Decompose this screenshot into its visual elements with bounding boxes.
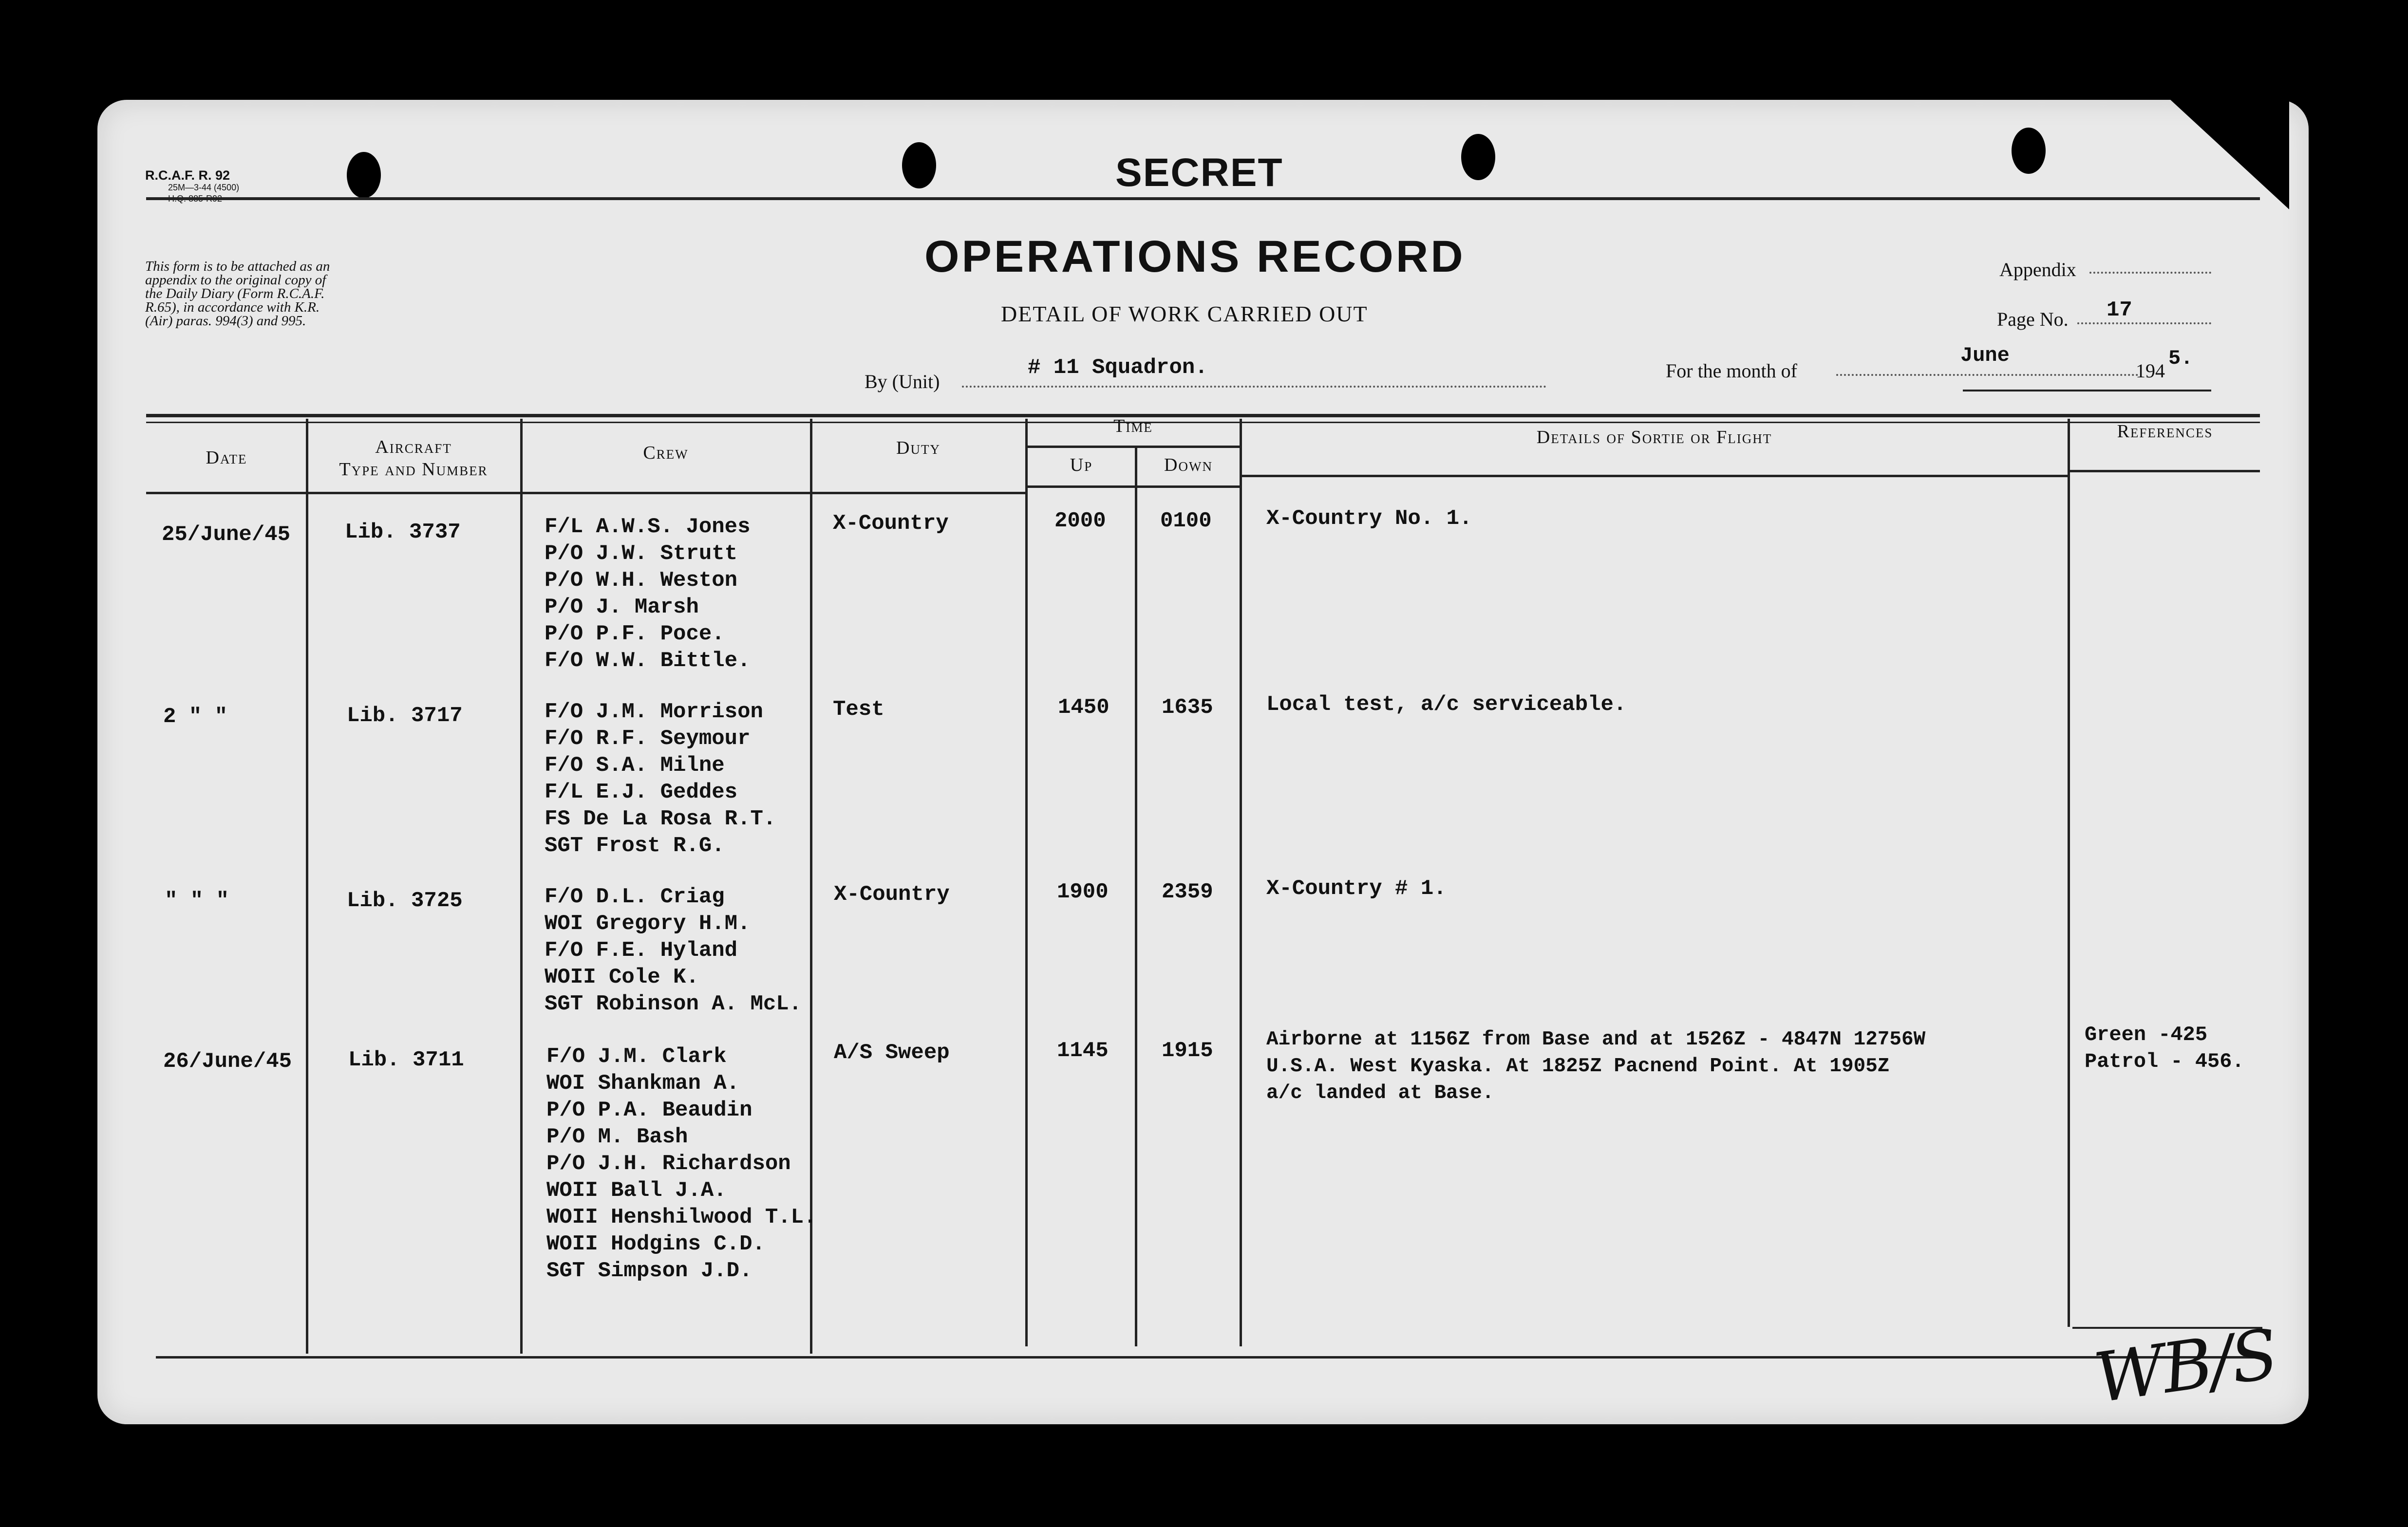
- row-details: Airborne at 1156Z from Base and at 1526Z - 4847N 12756W U.S.A. West Kyaska. At 1825Z Pacnend Point. At 1905Z a/c landed at Base.: [1266, 1028, 1926, 1104]
- unit-label: By (Unit): [865, 371, 940, 392]
- row-time-down: 1635: [1162, 695, 1213, 720]
- row-details: X-Country No. 1.: [1266, 506, 1472, 531]
- appendix-label: Appendix: [1999, 259, 2076, 280]
- page-value: 17: [2107, 298, 2132, 322]
- page-title: OPERATIONS RECORD: [924, 232, 1466, 281]
- header-bottom-rule: [2068, 470, 2260, 472]
- time-header-rule: [1025, 446, 1240, 448]
- row-aircraft: Lib. 3711: [348, 1048, 464, 1072]
- header-bottom-rule: [146, 492, 1025, 494]
- punch-hole: [902, 142, 936, 188]
- security-classification: SECRET: [1115, 150, 1283, 195]
- page-subtitle: DETAIL OF WORK CARRIED OUT: [1001, 301, 1368, 326]
- row-date: 25/June/45: [162, 522, 291, 547]
- row-aircraft: Lib. 3717: [347, 704, 463, 728]
- row-time-up: 2000: [1054, 509, 1106, 533]
- row-duty: Test: [833, 697, 884, 722]
- row-time-down: 2359: [1162, 880, 1213, 904]
- column-divider: [1135, 446, 1137, 1346]
- row-time-down: 1915: [1162, 1039, 1213, 1063]
- year-prefix: 194: [2136, 360, 2165, 382]
- row-crew-list: F/O J.M. Clark WOI Shankman A. P/O P.A. Beaudin P/O M. Bash P/O J.H. Richardson WOII Ball J.A. WOII Henshilwood T.L. WOII Hodgins C.D. SGT Simpson J.D.: [546, 1044, 817, 1283]
- row-time-up: 1900: [1057, 880, 1109, 904]
- header-bottom-rule: [1240, 475, 2068, 477]
- column-header-date: Date: [206, 447, 247, 468]
- column-divider: [520, 419, 523, 1354]
- column-header-down: Down: [1164, 455, 1213, 475]
- row-time-up: 1145: [1057, 1039, 1109, 1063]
- column-divider: [1025, 419, 1028, 1346]
- column-header-references: References: [2117, 421, 2213, 442]
- punch-hole: [1461, 134, 1495, 180]
- header-bottom-rule: [1025, 485, 1240, 488]
- appendix-field: [2089, 272, 2211, 274]
- row-aircraft: Lib. 3737: [345, 520, 461, 544]
- column-header-details: Details of Sortie or Flight: [1536, 427, 1772, 447]
- column-header-up: Up: [1070, 455, 1093, 475]
- handwritten-annotation: WB/S: [2089, 1314, 2281, 1419]
- month-value: June: [1960, 344, 2010, 367]
- page-label: Page No.: [1997, 308, 2069, 330]
- column-header-duty: Duty: [896, 438, 941, 458]
- row-time-down: 0100: [1160, 509, 1212, 533]
- month-field: [1836, 374, 2138, 376]
- column-header-crew: Crew: [643, 443, 689, 463]
- row-details: Local test, a/c serviceable.: [1266, 692, 1627, 717]
- row-references: Green -425 Patrol - 456.: [2085, 1023, 2244, 1073]
- punch-hole: [2012, 128, 2046, 174]
- year-suffix: 5.: [2168, 347, 2193, 370]
- row-duty: X-Country: [833, 511, 949, 536]
- column-divider: [1240, 419, 1242, 1346]
- form-note: This form is to be attached as an appendix to the original copy of the Daily Diary (Form R.C.A.F. R.65), in accordance with K.R. (Air) paras. 994(3) and 995.: [145, 259, 330, 329]
- column-header-aircraft: Aircraft Type and Number: [339, 437, 488, 480]
- column-divider: [306, 419, 308, 1354]
- row-crew-list: F/O J.M. Morrison F/O R.F. Seymour F/O S.A. Milne F/L E.J. Geddes FS De La Rosa R.T. SGT Frost R.G.: [545, 700, 776, 858]
- form-code-sub: 25M—3-44 (4500): [168, 183, 240, 192]
- column-header-time: Time: [1113, 416, 1153, 436]
- form-code: R.C.A.F. R. 92: [145, 168, 230, 183]
- top-rule: [146, 197, 2260, 200]
- row-time-up: 1450: [1058, 695, 1110, 720]
- row-aircraft: Lib. 3725: [347, 889, 463, 913]
- table-bottom-rule: [156, 1356, 2265, 1359]
- column-divider: [2068, 419, 2070, 1327]
- clipped-corner: [2163, 93, 2289, 209]
- punch-hole: [347, 152, 381, 198]
- row-details: X-Country # 1.: [1266, 876, 1447, 901]
- unit-value: # 11 Squadron.: [1028, 355, 1208, 380]
- row-crew-list: F/O D.L. Criag WOI Gregory H.M. F/O F.E. Hyland WOII Cole K. SGT Robinson A. McL.: [545, 885, 802, 1016]
- row-duty: X-Country: [834, 882, 950, 907]
- row-date: " " ": [165, 889, 229, 913]
- row-crew-list: F/L A.W.S. Jones P/O J.W. Strutt P/O W.H. Weston P/O J. Marsh P/O P.F. Poce. F/O W.W. Bittle.: [545, 515, 751, 673]
- month-underline: [1963, 390, 2211, 391]
- row-date: 2 " ": [163, 705, 228, 729]
- unit-field: [962, 386, 1546, 388]
- row-date: 26/June/45: [163, 1049, 292, 1074]
- form-card: [97, 100, 2309, 1424]
- month-label: For the month of: [1666, 360, 1797, 382]
- row-duty: A/S Sweep: [834, 1041, 950, 1065]
- page-field: [2077, 322, 2211, 324]
